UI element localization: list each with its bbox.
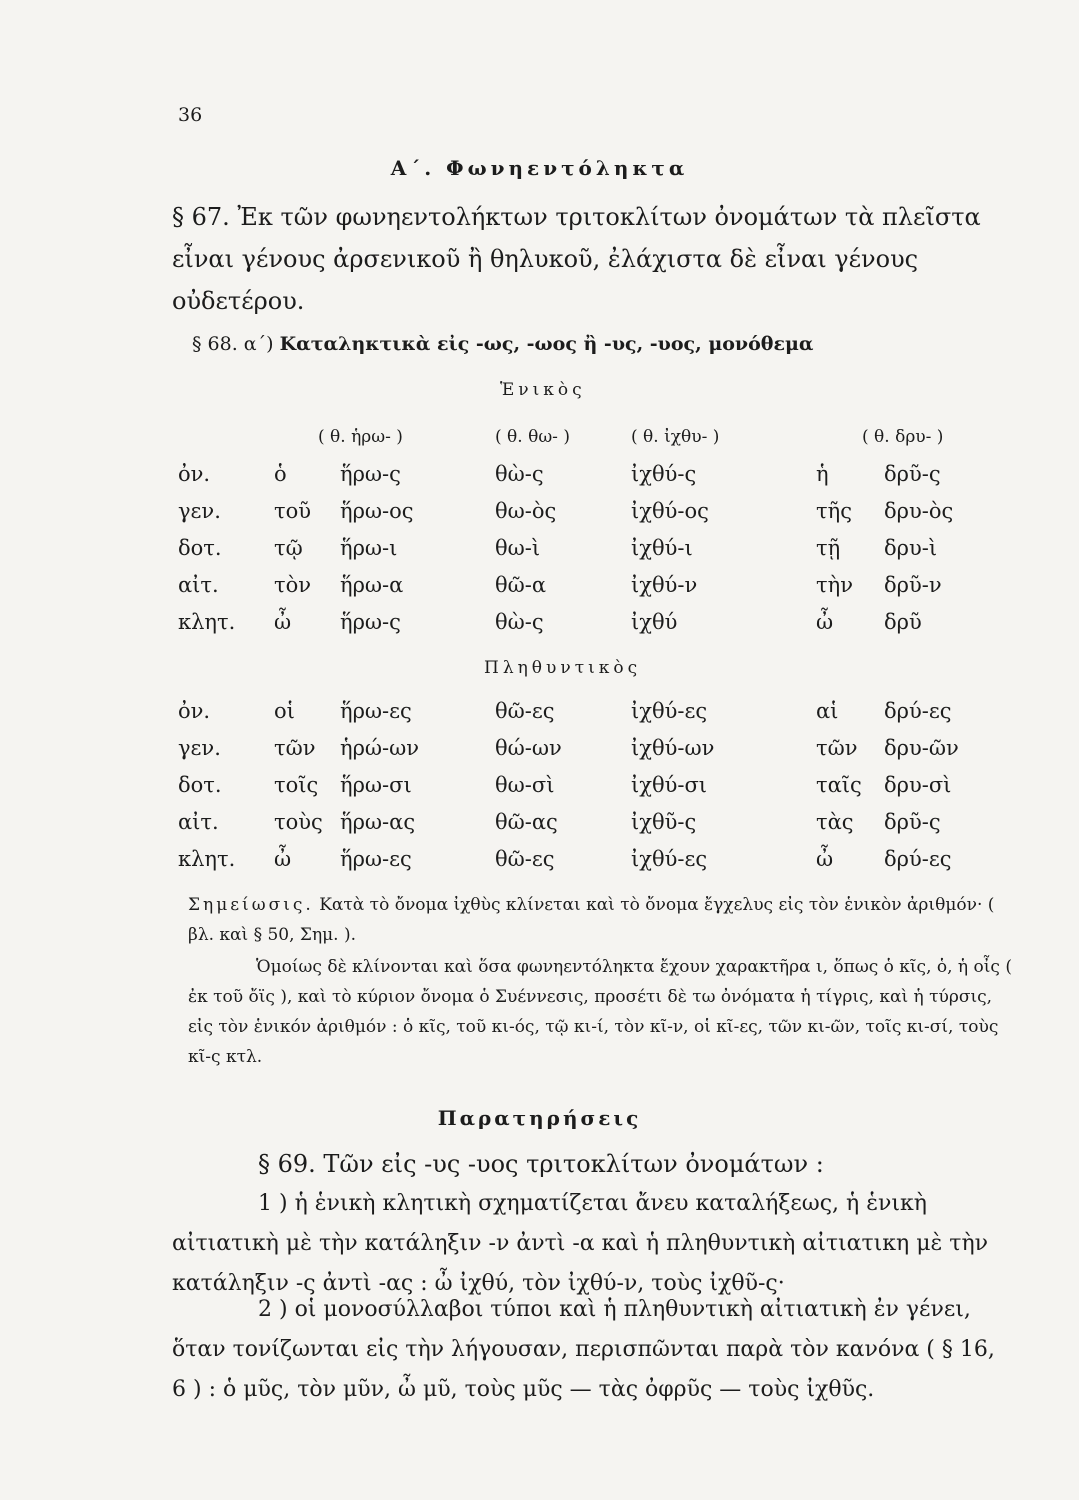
form: δρυ-ὶ [884,535,938,560]
article: ὦ [816,846,834,871]
form: θὼ-ς [495,609,544,634]
form: ἰχθύ-ες [631,846,708,871]
form: θῶ-ες [495,698,555,723]
table-row [178,803,984,840]
table-row [178,766,984,803]
form: ἰχθύ-ες [631,698,708,723]
form: ἰχθύ-σι [631,772,708,797]
note-paragraph-2: Ὁμοίως δὲ κλίνονται καὶ ὅσα φωνηεντόληκτα ἔχουν χαρακτῆρα ι, ὅπως ὁ κῖς, ὁ, ἡ οἶς ( ἐκ τοῦ ὄϊς ), καὶ τὸ κύριον ὄνομα ὁ Συέννεσις, προσέτι δὲ τω ὀνόματα ἡ τίγρις, καὶ ἡ τύρσις, εἰς τὸν ἑνικόν ἀριθμόν : ὁ κῖς, τοῦ κι-ός, τῷ κι-ί, τὸν κῖ-ν, οἱ κῖ-ες, τῶν κι-ῶν, τοῖς κι-σί, τοὺς κῖ-ς κτλ. [188,957,1012,1067]
table-row [178,529,984,566]
paragraph-69-intro: § 69. Τῶν εἰς -υς -υος τριτοκλίτων ὀνομάτων : [258,1150,824,1178]
paragraph-69-item-2: 2 ) οἱ μονοσύλλαβοι τύποι καὶ ἡ πληθυντικὴ αἰτιατικὴ ἐν γένει, ὅταν τονίζωνται εἰς τὴν λήγουσαν, περισπῶνται παρὰ τὸν κανόνα ( § 16, 6 ) : ὁ μῦς, τὸν μῦν, ὦ μῦ, τοὺς μῦς — τὰς ὀφρῦς — τοὺς ἰχθῦς. [172,1297,995,1402]
table-row [178,603,984,640]
article: ὦ [274,846,292,871]
case-label: δοτ. [178,535,222,560]
form: θῶ-ας [495,809,558,834]
article: τῶν [274,735,316,760]
case-label: γεν. [178,735,221,760]
page-number: 36 [178,104,203,126]
note-label: Σημείωσις. [188,895,314,915]
form: ἰχθύ-ι [631,535,693,560]
form: θω-ὸς [495,498,557,523]
stem-ichthy: ( θ. ἰχθυ- ) [631,426,720,447]
singular-table [178,418,984,640]
form: ἰχθύ-ων [631,735,715,760]
article: οἱ [274,698,295,723]
form: ἥρω-ι [340,535,398,560]
form: θω-σὶ [495,772,555,797]
article: τοῦ [274,498,312,523]
form: ἰχθύ-ς [631,461,697,486]
article: τῶν [816,735,858,760]
form: ἥρω-ες [340,698,412,723]
stem-tho: ( θ. θω- ) [495,426,570,447]
table-row [178,729,984,766]
article: τῆς [816,498,852,523]
form: ἥρω-ς [340,609,401,634]
form: ἥρω-ς [340,461,401,486]
table-row [178,566,984,603]
form: δρυ-ῶν [884,735,959,760]
form: ἥρω-ες [340,846,412,871]
stem-dry: ( θ. δρυ- ) [862,426,944,447]
case-label: ὀν. [178,461,211,486]
stem-hero: ( θ. ἡρω- ) [318,426,403,447]
form: δρυ-σὶ [884,772,952,797]
form: ἡρώ-ων [340,735,420,760]
article: τὰς [816,809,854,834]
case-label: γεν. [178,498,221,523]
form: ἰχθῦ-ς [631,809,697,834]
article: τὸν [274,572,312,597]
form: ἥρω-ας [340,809,416,834]
article: τὴν [816,572,853,597]
form: δρύ-ες [884,846,952,871]
form: δρύ-ες [884,698,952,723]
form: δρυ-ὸς [884,498,954,523]
form: ἰχθύ-ν [631,572,698,597]
article: ὁ [274,461,287,486]
article: ὦ [274,609,292,634]
article: τοὺς [274,809,323,834]
paragraph-67: § 67. Ἐκ τῶν φωνηεντολήκτων τριτοκλίτων ὀνομάτων τὰ πλεῖστα εἶναι γένους ἀρσενικοῦ ἢ θηλυκοῦ, ἐλάχιστα δὲ εἶναι γένους οὐδετέρου. [172,203,981,315]
singular-label: Ἑνικὸς [500,380,586,400]
paragraph-68 [192,333,814,355]
form: θῶ-α [495,572,547,597]
form: ἰχθύ [631,609,678,634]
case-label: αἰτ. [178,809,219,834]
form: θώ-ων [495,735,562,760]
case-label: ὀν. [178,698,211,723]
stem-row [178,418,984,455]
paragraph-69-item-1: 1 ) ἡ ἑνικὴ κλητικὴ σχηματίζεται ἄνευ καταλήξεως, ἡ ἑνικὴ αἰτιατικὴ μὲ τὴν κατάληξιν -ν ἀντὶ -α καὶ ἡ πληθυντικὴ αἰτιατικη μὲ τὴν κατάληξιν -ς ἀντὶ -ας : ὦ ἰχθύ, τὸν ἰχθύ-ν, τοὺς ἰχθῦ-ς· [172,1191,989,1296]
article: αἱ [816,698,839,723]
form: δρῦ [884,609,922,634]
form: θὼ-ς [495,461,544,486]
para-68-prefix: § 68. α΄) [192,333,274,355]
form: θῶ-ες [495,846,555,871]
note-paragraph-1 [188,890,1018,950]
plural-table [178,692,984,877]
form: θω-ὶ [495,535,541,560]
article: τῷ [274,535,303,560]
case-label: δοτ. [178,772,222,797]
article: ταῖς [816,772,862,797]
section-heading: Α΄. Φωνηεντόληκτα [390,156,689,180]
article: ὦ [816,609,834,634]
case-label: αἰτ. [178,572,219,597]
table-row [178,455,984,492]
article: τῇ [816,535,841,560]
case-label: κλητ. [178,609,236,634]
form: ἰχθύ-ος [631,498,709,523]
article: ἡ [816,461,829,486]
article: τοῖς [274,772,319,797]
observations-heading: Παρατηρήσεις [437,1106,642,1130]
form: ἥρω-ος [340,498,414,523]
table-row [178,840,984,877]
para-68-text: Καταληκτικὰ εἰς -ως, -ωος ἢ -υς, -υος, μονόθεμα [279,333,814,355]
form: ἥρω-σι [340,772,412,797]
form: δρῦ-ν [884,572,942,597]
form: δρῦ-ς [884,809,941,834]
form: ἥρω-α [340,572,404,597]
table-row [178,492,984,529]
table-row [178,692,984,729]
note-text-1: Κατὰ τὸ ὄνομα ἰχθὺς κλίνεται καὶ τὸ ὄνομα ἔγχελυς εἰς τὸν ἑνικὸν ἀριθμόν· ( βλ. καὶ § 50, Σημ. ). [188,895,995,945]
plural-label: Πληθυντικὸς [484,658,642,678]
form: δρῦ-ς [884,461,941,486]
case-label: κλητ. [178,846,236,871]
